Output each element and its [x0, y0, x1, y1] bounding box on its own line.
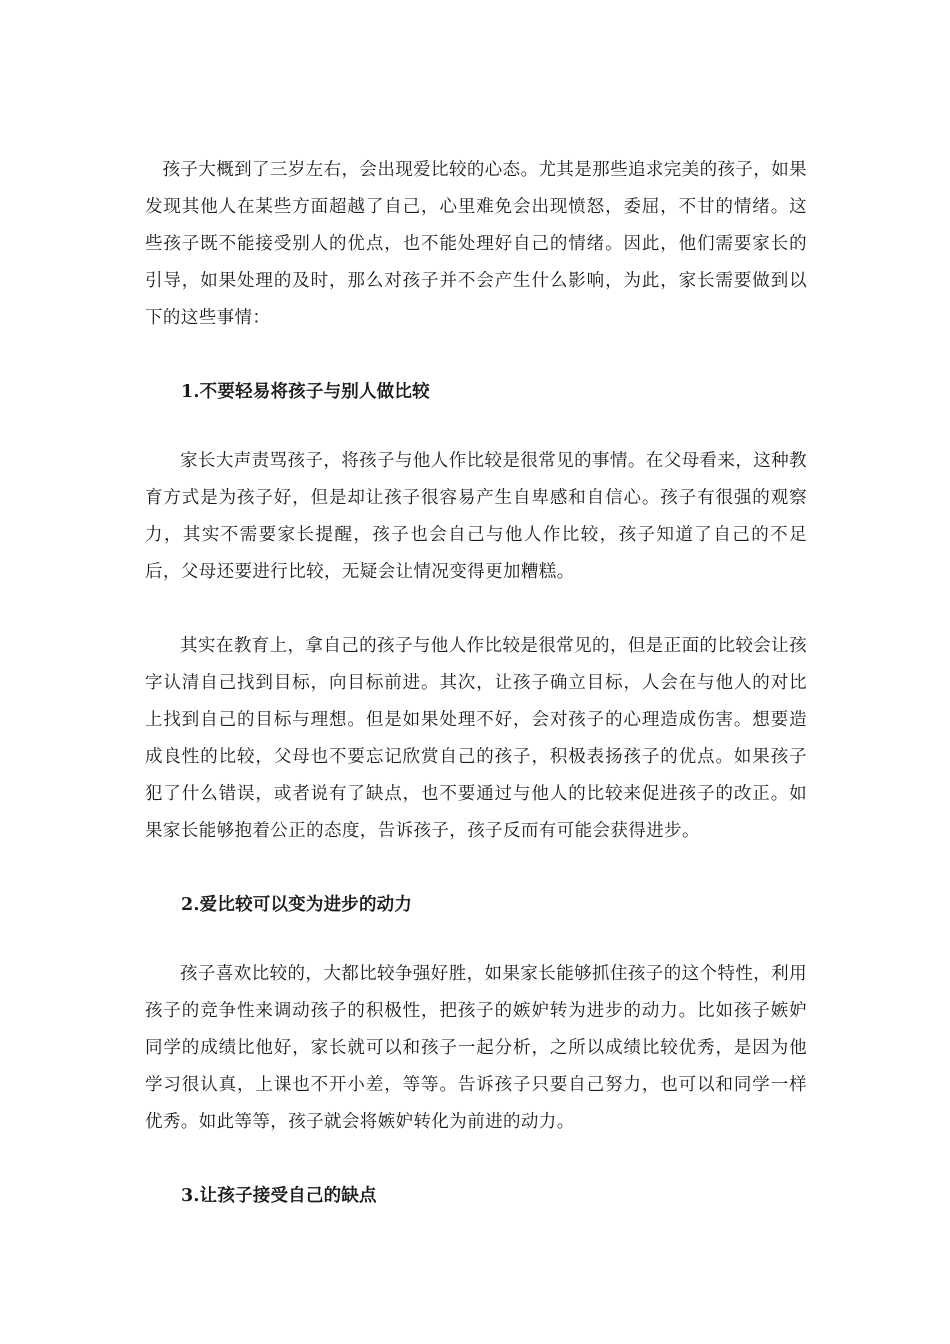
- section-2-paragraph-1: 孩子喜欢比较的，大都比较争强好胜，如果家长能够抓住孩子的这个特性，利用孩子的竞争性来调动孩子的积极性，把孩子的嫉妒转为进步的动力。比如孩子嫉妒同学的成绩比他好，家长就可以和孩子一起分析，之所以成绩比较优秀，是因为他学习很认真，上课也不开小差，等等。告诉孩子只要自己努力，也可以和同学一样优秀。如此等等，孩子就会将嫉妒转化为前进的动力。: [145, 964, 807, 1132]
- section-1-paragraph-2: 其实在教育上，拿自己的孩子与他人作比较是很常见的，但是正面的比较会让孩字认清自己找到目标，向目标前进。其次，让孩子确立目标，人会在与他人的对比上找到自己的目标与理想。但是如果处理不好，会对孩子的心理造成伤害。想要造成良性的比较，父母也不要忘记欣赏自己的孩子，积极表扬孩子的优点。如果孩子犯了什么错误，或者说有了缺点，也不要通过与他人的比较来促进孩子的改正。如果家长能够抱着公正的态度，告诉孩子，孩子反而有可能会获得进步。: [145, 636, 807, 841]
- section-3-heading: 3.让孩子接受自己的缺点: [181, 1186, 377, 1206]
- article-body: [145, 152, 807, 1215]
- intro-paragraph: 孩子大概到了三岁左右，会出现爱比较的心态。尤其是那些追求完美的孩子，如果发现其他人在某些方面超越了自己，心里难免会出现愤怒，委屈，不甘的情绪。这些孩子既不能接受别人的优点，也不能处理好自己的情绪。因此，他们需要家长的引导，如果处理的及时，那么对孩子并不会产生什么影响，为此，家长需要做到以下的这些事情：: [145, 160, 807, 328]
- section-1-heading: 1.不要轻易将孩子与别人做比较: [181, 382, 430, 402]
- section-2-heading: 2.爱比较可以变为进步的动力: [181, 895, 413, 915]
- section-1-paragraph-1: 家长大声责骂孩子，将孩子与他人作比较是很常见的事情。在父母看来，这种教育方式是为孩子好，但是却让孩子很容易产生自卑感和自信心。孩子有很强的观察力，其实不需要家长提醒，孩子也会自己与他人作比较，孩子知道了自己的不足后，父母还要进行比较，无疑会让情况变得更加糟糕。: [145, 451, 807, 582]
